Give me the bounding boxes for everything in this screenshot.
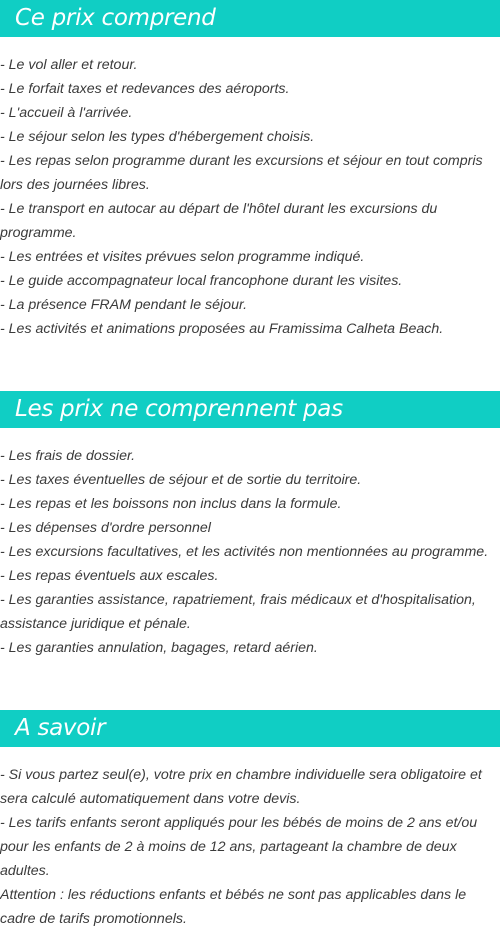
list-item: - Si vous partez seul(e), votre prix en chambre individuelle sera obligatoire et sera calculé automatiquement dans votre devis.	[0, 767, 482, 807]
section-header-good-to-know: A savoir	[0, 710, 500, 747]
list-item: - Les taxes éventuelles de séjour et de sortie du territoire.	[0, 472, 362, 488]
list-item: - Le séjour selon les types d'hébergement choisis.	[0, 129, 315, 145]
list-item: - Les repas selon programme durant les excursions et séjour en tout compris lors des journées libres.	[0, 153, 483, 193]
good-to-know-list	[0, 763, 500, 931]
section-header-not-included: Les prix ne comprennent pas	[0, 391, 500, 428]
list-item: - Les repas et les boissons non inclus dans la formule.	[0, 496, 342, 512]
list-item: - Le transport en autocar au départ de l'hôtel durant les excursions du programme.	[0, 201, 438, 241]
list-item: Attention : les réductions enfants et bébés ne sont pas applicables dans le cadre de tarifs promotionnels.	[0, 887, 467, 927]
included-list	[0, 53, 500, 341]
list-item: - Le forfait taxes et redevances des aéroports.	[0, 81, 290, 97]
list-item: - Le guide accompagnateur local francophone durant les visites.	[0, 273, 403, 289]
section-header-included: Ce prix comprend	[0, 0, 500, 37]
list-item: - Les excursions facultatives, et les activités non mentionnées au programme.	[0, 544, 489, 560]
list-item: - La présence FRAM pendant le séjour.	[0, 297, 248, 313]
list-item: - Les garanties annulation, bagages, retard aérien.	[0, 640, 318, 656]
not-included-list	[0, 444, 500, 660]
list-item: - Les repas éventuels aux escales.	[0, 568, 219, 584]
list-item: - Le vol aller et retour.	[0, 57, 138, 73]
list-item: - Les frais de dossier.	[0, 448, 136, 464]
list-item: - Les tarifs enfants seront appliqués pour les bébés de moins de 2 ans et/ou pour les enfants de 2 à moins de 12 ans, partageant la chambre de deux adultes.	[0, 815, 478, 879]
list-item: - Les activités et animations proposées au Framissima Calheta Beach.	[0, 321, 444, 337]
list-item: - L'accueil à l'arrivée.	[0, 105, 133, 121]
list-item: - Les entrées et visites prévues selon programme indiqué.	[0, 249, 365, 265]
list-item: - Les garanties assistance, rapatriement, frais médicaux et d'hospitalisation, assistance juridique et pénale.	[0, 592, 476, 632]
list-item: - Les dépenses d'ordre personnel	[0, 520, 211, 536]
